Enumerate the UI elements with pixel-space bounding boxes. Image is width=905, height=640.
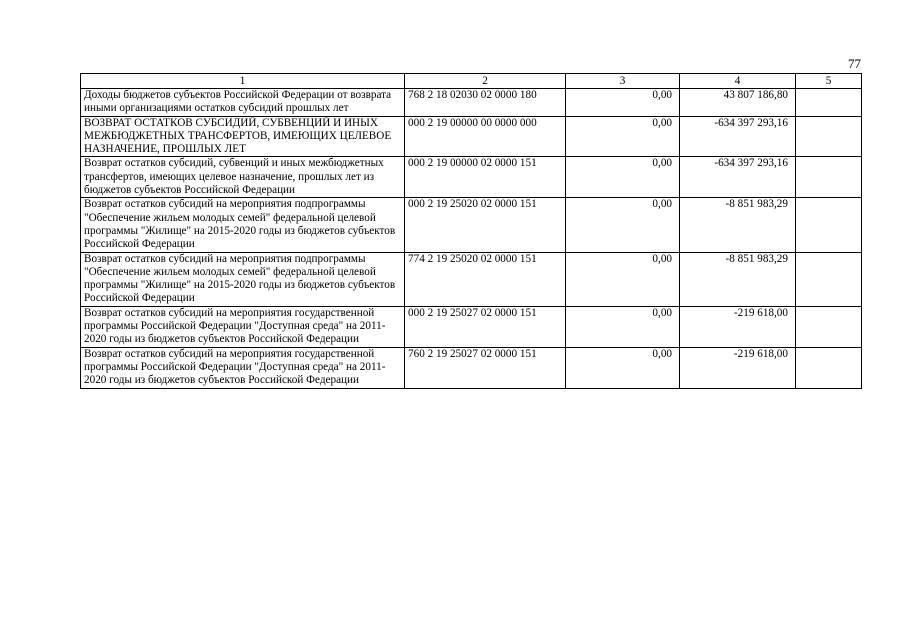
table-header bbox=[81, 74, 862, 89]
column-header-5: 5 bbox=[796, 74, 862, 89]
row-col4-value: -634 397 293,16 bbox=[680, 157, 796, 198]
column-header-4: 4 bbox=[680, 74, 796, 89]
table-row bbox=[81, 347, 862, 388]
row-col3-value: 0,00 bbox=[566, 306, 680, 347]
row-code: 000 2 19 00000 00 0000 000 bbox=[405, 116, 566, 157]
row-code: 000 2 19 25020 02 0000 151 bbox=[405, 198, 566, 252]
row-col4-value: -8 851 983,29 bbox=[680, 252, 796, 306]
column-header-3: 3 bbox=[566, 74, 680, 89]
row-col4-value: 43 807 186,80 bbox=[680, 89, 796, 117]
row-col4-value: -219 618,00 bbox=[680, 306, 796, 347]
row-name: ВОЗВРАТ ОСТАТКОВ СУБСИДИЙ, СУБВЕНЦИЙ И ИНЫХ МЕЖБЮДЖЕТНЫХ ТРАНСФЕРТОВ, ИМЕЮЩИХ ЦЕЛЕВОЕ НАЗНАЧЕНИЕ, ПРОШЛЫХ ЛЕТ bbox=[81, 116, 405, 157]
table-body bbox=[81, 89, 862, 389]
row-col3-value: 0,00 bbox=[566, 89, 680, 117]
row-code: 768 2 18 02030 02 0000 180 bbox=[405, 89, 566, 117]
table-row bbox=[81, 89, 862, 117]
row-name: Возврат остатков субсидий на мероприятия подпрограммы "Обеспечение жильем молодых семей" федеральной целевой программы "Жилище" на 2015-2020 годы из бюджетов субъектов Российской Федерации bbox=[81, 252, 405, 306]
row-name: Возврат остатков субсидий на мероприятия государственной программы Российской Федерации "Доступная среда" на 2011-2020 годы из бюджетов субъектов Российской Федерации bbox=[81, 347, 405, 388]
row-name: Доходы бюджетов субъектов Российской Федерации от возврата иными организациями остатков субсидий прошлых лет bbox=[81, 89, 405, 117]
row-code: 000 2 19 25027 02 0000 151 bbox=[405, 306, 566, 347]
table-row bbox=[81, 306, 862, 347]
row-name: Возврат остатков субсидий на мероприятия подпрограммы "Обеспечение жильем молодых семей" федеральной целевой программы "Жилище" на 2015-2020 годы из бюджетов субъектов Российской Федерации bbox=[81, 198, 405, 252]
budget-table bbox=[80, 73, 862, 389]
row-col4-value: -8 851 983,29 bbox=[680, 198, 796, 252]
table-row bbox=[81, 198, 862, 252]
table-row bbox=[81, 116, 862, 157]
row-col3-value: 0,00 bbox=[566, 198, 680, 252]
row-col5-value bbox=[796, 89, 862, 117]
row-code: 000 2 19 00000 02 0000 151 bbox=[405, 157, 566, 198]
page-number: 77 bbox=[848, 56, 861, 71]
row-col3-value: 0,00 bbox=[566, 347, 680, 388]
column-header-2: 2 bbox=[405, 74, 566, 89]
row-col5-value bbox=[796, 198, 862, 252]
header-row bbox=[81, 74, 862, 89]
table-row bbox=[81, 157, 862, 198]
row-col5-value bbox=[796, 116, 862, 157]
row-col4-value: -219 618,00 bbox=[680, 347, 796, 388]
row-name: Возврат остатков субсидий на мероприятия государственной программы Российской Федерации "Доступная среда" на 2011-2020 годы из бюджетов субъектов Российской Федерации bbox=[81, 306, 405, 347]
row-col3-value: 0,00 bbox=[566, 252, 680, 306]
row-col4-value: -634 397 293,16 bbox=[680, 116, 796, 157]
row-col5-value bbox=[796, 157, 862, 198]
row-code: 760 2 19 25027 02 0000 151 bbox=[405, 347, 566, 388]
row-col3-value: 0,00 bbox=[566, 116, 680, 157]
row-col5-value bbox=[796, 306, 862, 347]
row-code: 774 2 19 25020 02 0000 151 bbox=[405, 252, 566, 306]
row-col3-value: 0,00 bbox=[566, 157, 680, 198]
row-name: Возврат остатков субсидий, субвенций и иных межбюджетных трансфертов, имеющих целевое назначение, прошлых лет из бюджетов субъектов Российской Федерации bbox=[81, 157, 405, 198]
table-row bbox=[81, 252, 862, 306]
column-header-1: 1 bbox=[81, 74, 405, 89]
row-col5-value bbox=[796, 347, 862, 388]
row-col5-value bbox=[796, 252, 862, 306]
